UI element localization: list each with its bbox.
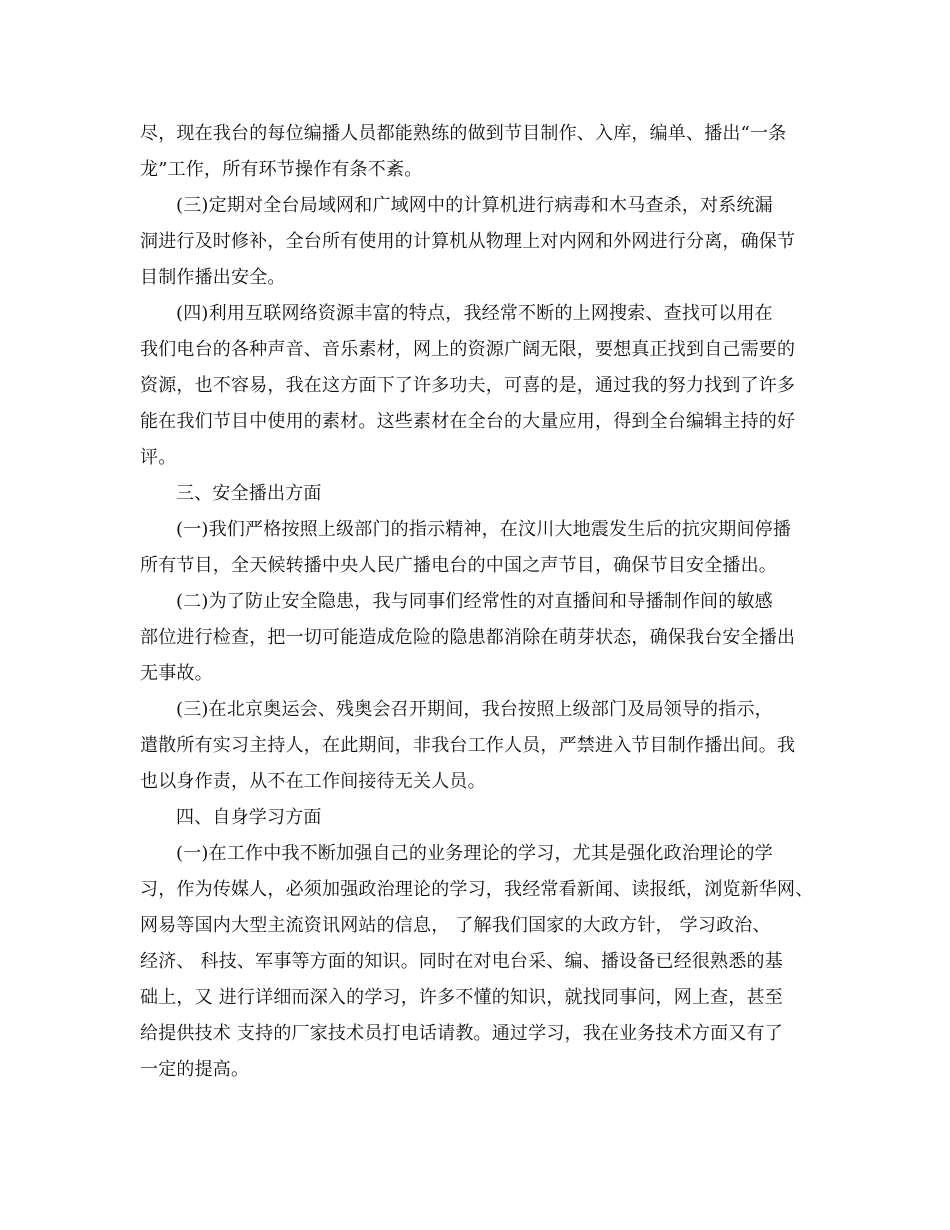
paragraph-heading: (一)在工作中我不断加强自己的业务理论的学习，尤其是强化政治理论的学: [176, 843, 773, 864]
body-text-line: 习，作为传媒人，必须加强政治理论的学习，我经常看新闻、读报纸，浏览新华网、: [140, 879, 814, 900]
section-heading: 三、安全播出方面: [176, 483, 322, 504]
body-text-line: 给提供技术 支持的厂家技术员打电话请教。通过学习，我在业务技术方面又有了: [140, 1023, 783, 1044]
body-text-line: 础上，又 进行详细而深入的学习，许多不懂的知识，就找同事问，网上查，甚至: [140, 987, 783, 1008]
body-text-line: 资源，也不容易，我在这方面下了许多功夫，可喜的是，通过我的努力找到了许多: [140, 375, 796, 396]
body-text-line: 尽，现在我台的每位编播人员都能熟练的做到节目制作、入库，编单、播出“一条: [140, 123, 787, 144]
body-text-line: 经济、 科技、军事等方面的知识。同时在对电台采、编、播设备已经很熟悉的基: [140, 951, 783, 972]
body-text-line: 能在我们节目中使用的素材。这些素材在全台的大量应用，得到全台编辑主持的好: [140, 411, 796, 432]
paragraph-heading: (一)我们严格按照上级部门的指示精神，在汶川大地震发生后的抗灾期间停播: [176, 519, 792, 540]
body-text-line: 遣散所有实习主持人，在此期间，非我台工作人员，严禁进入节目制作播出间。我: [140, 735, 796, 756]
paragraph-heading: (三)定期对全台局域网和广域网中的计算机进行病毒和木马查杀，对系统漏: [176, 195, 773, 216]
paragraph-heading: (四)利用互联网络资源丰富的特点，我经常不断的上网搜索、查找可以用在: [176, 303, 773, 324]
body-text-line: 评。: [140, 447, 177, 468]
body-text-line: 洞进行及时修补，全台所有使用的计算机从物理上对内网和外网进行分离，确保节: [140, 231, 796, 252]
body-text-line: 龙”工作，所有环节操作有条不紊。: [140, 159, 423, 180]
body-text-line: 所有节目，全天候转播中央人民广播电台的中国之声节目，确保节目安全播出。: [140, 555, 777, 576]
body-text-line: 无事故。: [140, 663, 213, 684]
paragraph-heading: (三)在北京奥运会、残奥会召开期间，我台按照上级部门及局领导的指示，: [176, 699, 773, 720]
body-text-line: 网易等国内大型主流资讯网站的信息， 了解我们国家的大政方针， 学习政治、: [140, 915, 771, 936]
body-text-line: 也以身作责，从不在工作间接待无关人员。: [140, 771, 486, 792]
body-text-line: 我们电台的各种声音、音乐素材，网上的资源广阔无限，要想真正找到自己需要的: [140, 339, 796, 360]
section-heading: 四、自身学习方面: [176, 807, 322, 828]
body-text-line: 目制作播出安全。: [140, 267, 286, 288]
body-text-line: 部位进行检查，把一切可能造成危险的隐患都消除在萌芽状态，确保我台安全播出: [140, 627, 796, 648]
paragraph-heading: (二)为了防止安全隐患，我与同事们经常性的对直播间和导播制作间的敏感: [176, 591, 773, 612]
body-text-line: 一定的提高。: [140, 1059, 250, 1080]
